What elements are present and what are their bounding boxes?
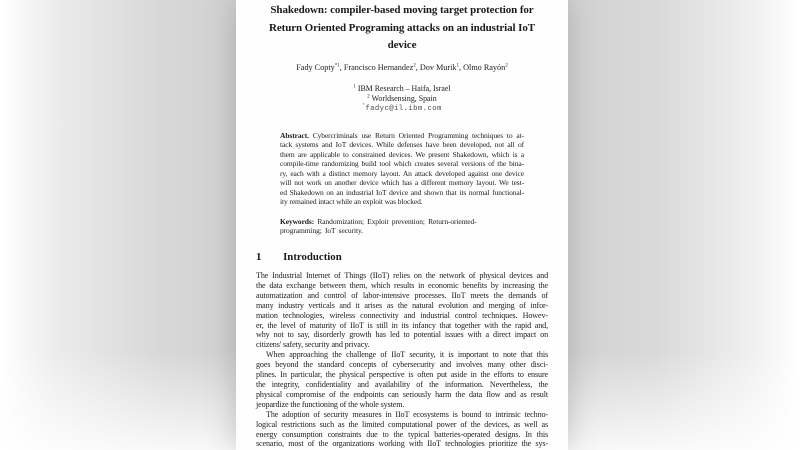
body-line: The adoption of security measures in IIoT ecosystems is bound to intrinsic techno- [266,409,548,419]
abstract-line: tack systems and IoT devices. While defenses have been developed, not all of [280,140,524,149]
body-line: energy consumption constraints due to the typical batteries-operated designs. In this [256,429,548,439]
abstract-line: will not work on another device which has a different memory layout. We test- [280,178,524,187]
abstract-label: Abstract. [280,130,309,140]
author-name: Dov Murik [419,62,457,72]
abstract-line: compile-time randomizing build tool which creates several versions of the bina- [280,159,524,168]
affiliation-mark: * [362,103,366,109]
author-name: Francisco Hernandez [343,62,414,72]
section-number: 1 [256,250,262,263]
body-line: goes beyond the standard concepts of cybersecurity and involves many other disci- [256,360,548,370]
abstract-line: ry, each with a distinct memory layout. An attack developed against one device [280,168,524,178]
author-affiliation-mark: 2 [505,61,508,68]
body-line: why not to say, disorderly growth has led to potential issues with a direct impact on [256,330,548,340]
keywords-line: Keywords: Randomization; Exploit prevention; Return-oriented- [280,216,477,226]
affiliations [256,84,548,114]
affiliation-mark: 2 [367,93,370,99]
author-affiliation-mark: 2 [413,61,416,68]
contact-email: *fadyc@il.ibm.com [362,103,442,113]
body-line: the integrity, confidentiality and availability of the information. Nevertheless, the [256,379,548,389]
abstract-line: Abstract. Cybercriminals use Return Oriented Programming techniques to at- [280,130,524,140]
body-line: When approaching the challenge of IIoT security, it is important to note that this [266,350,548,360]
keywords-line: programming; IoT security. [280,226,363,235]
body-paragraph [256,271,548,350]
body-line: citizens' safety, security and privacy. [256,340,370,350]
keywords [280,217,524,236]
abstract-line: them are applicable to constrained devices. We present Shakedown, which is a [280,149,524,159]
section-heading [256,251,548,264]
affiliation-line: $^1$ IBM Research – Haifa, Israel [353,83,451,93]
paper-title-line: Shakedown: compiler-based moving target protection for [270,4,534,16]
paper-title-line: device [387,39,417,51]
body-line: automatization and control of labor-intensive processes. IIoT meets the demands of [256,290,548,300]
paper-title-line: Return Oriented Programing attacks on an industrial IoT [269,21,535,34]
body-paragraph [256,410,548,450]
section-title: Introduction [283,250,342,263]
author-line: Fady Copty$^{*1}$, Francisco Hernandez$^2$, Dov Murik$^1$, Olmo Rayón$^2$ [296,61,508,72]
affiliation-mark: 1 [353,83,356,89]
paper-title [256,2,548,55]
abstract [280,131,524,207]
abstract-line: ed Shakedown on an industrial IoT device and shown that its normal functional- [280,187,524,197]
body-line: The Industrial Internet of Things (IIoT) relies on the network of physical devices and [256,271,548,280]
body-line: the data exchange between them, which results in economic benefits by increasing the [256,280,548,290]
body-line: physical compromise of the endpoints can seriously harm the data flow and as result [256,389,548,399]
author-name: Olmo Rayón [463,62,506,72]
body-line: logical restrictions such as the limited computational power of the devices, as well as [256,419,548,429]
body-line: mation technologies, wireless connectivity and industrial control techniques. Howev- [256,310,548,320]
author-affiliation-mark: *1 [334,61,340,68]
author-affiliation-mark: 1 [456,61,460,68]
body-line: many industry verticals and it arises as the natural evolution and merging of infor- [256,300,548,310]
introduction-body [256,271,548,449]
body-line: er, the level of maturity of IIoT is still in its infancy that together with the rapid and, [256,320,548,330]
paper-page [236,0,568,450]
body-line: jeopardize the functioning of the whole system. [256,399,405,409]
affiliation-line: $^2$ Worldsensing, Spain [367,93,437,103]
body-paragraph [256,350,548,409]
body-line: plines. In particular, the physical perspective is often put aside in the efforts to ensure [256,370,548,380]
keywords-label: Keywords: [280,216,315,226]
abstract-line: ity remained intact while an exploit was blocked. [280,197,423,206]
author-name: Fady Copty [296,62,335,72]
body-line: scenario, most of the organizations working with IIoT technologies prioritize the sys- [256,439,548,449]
